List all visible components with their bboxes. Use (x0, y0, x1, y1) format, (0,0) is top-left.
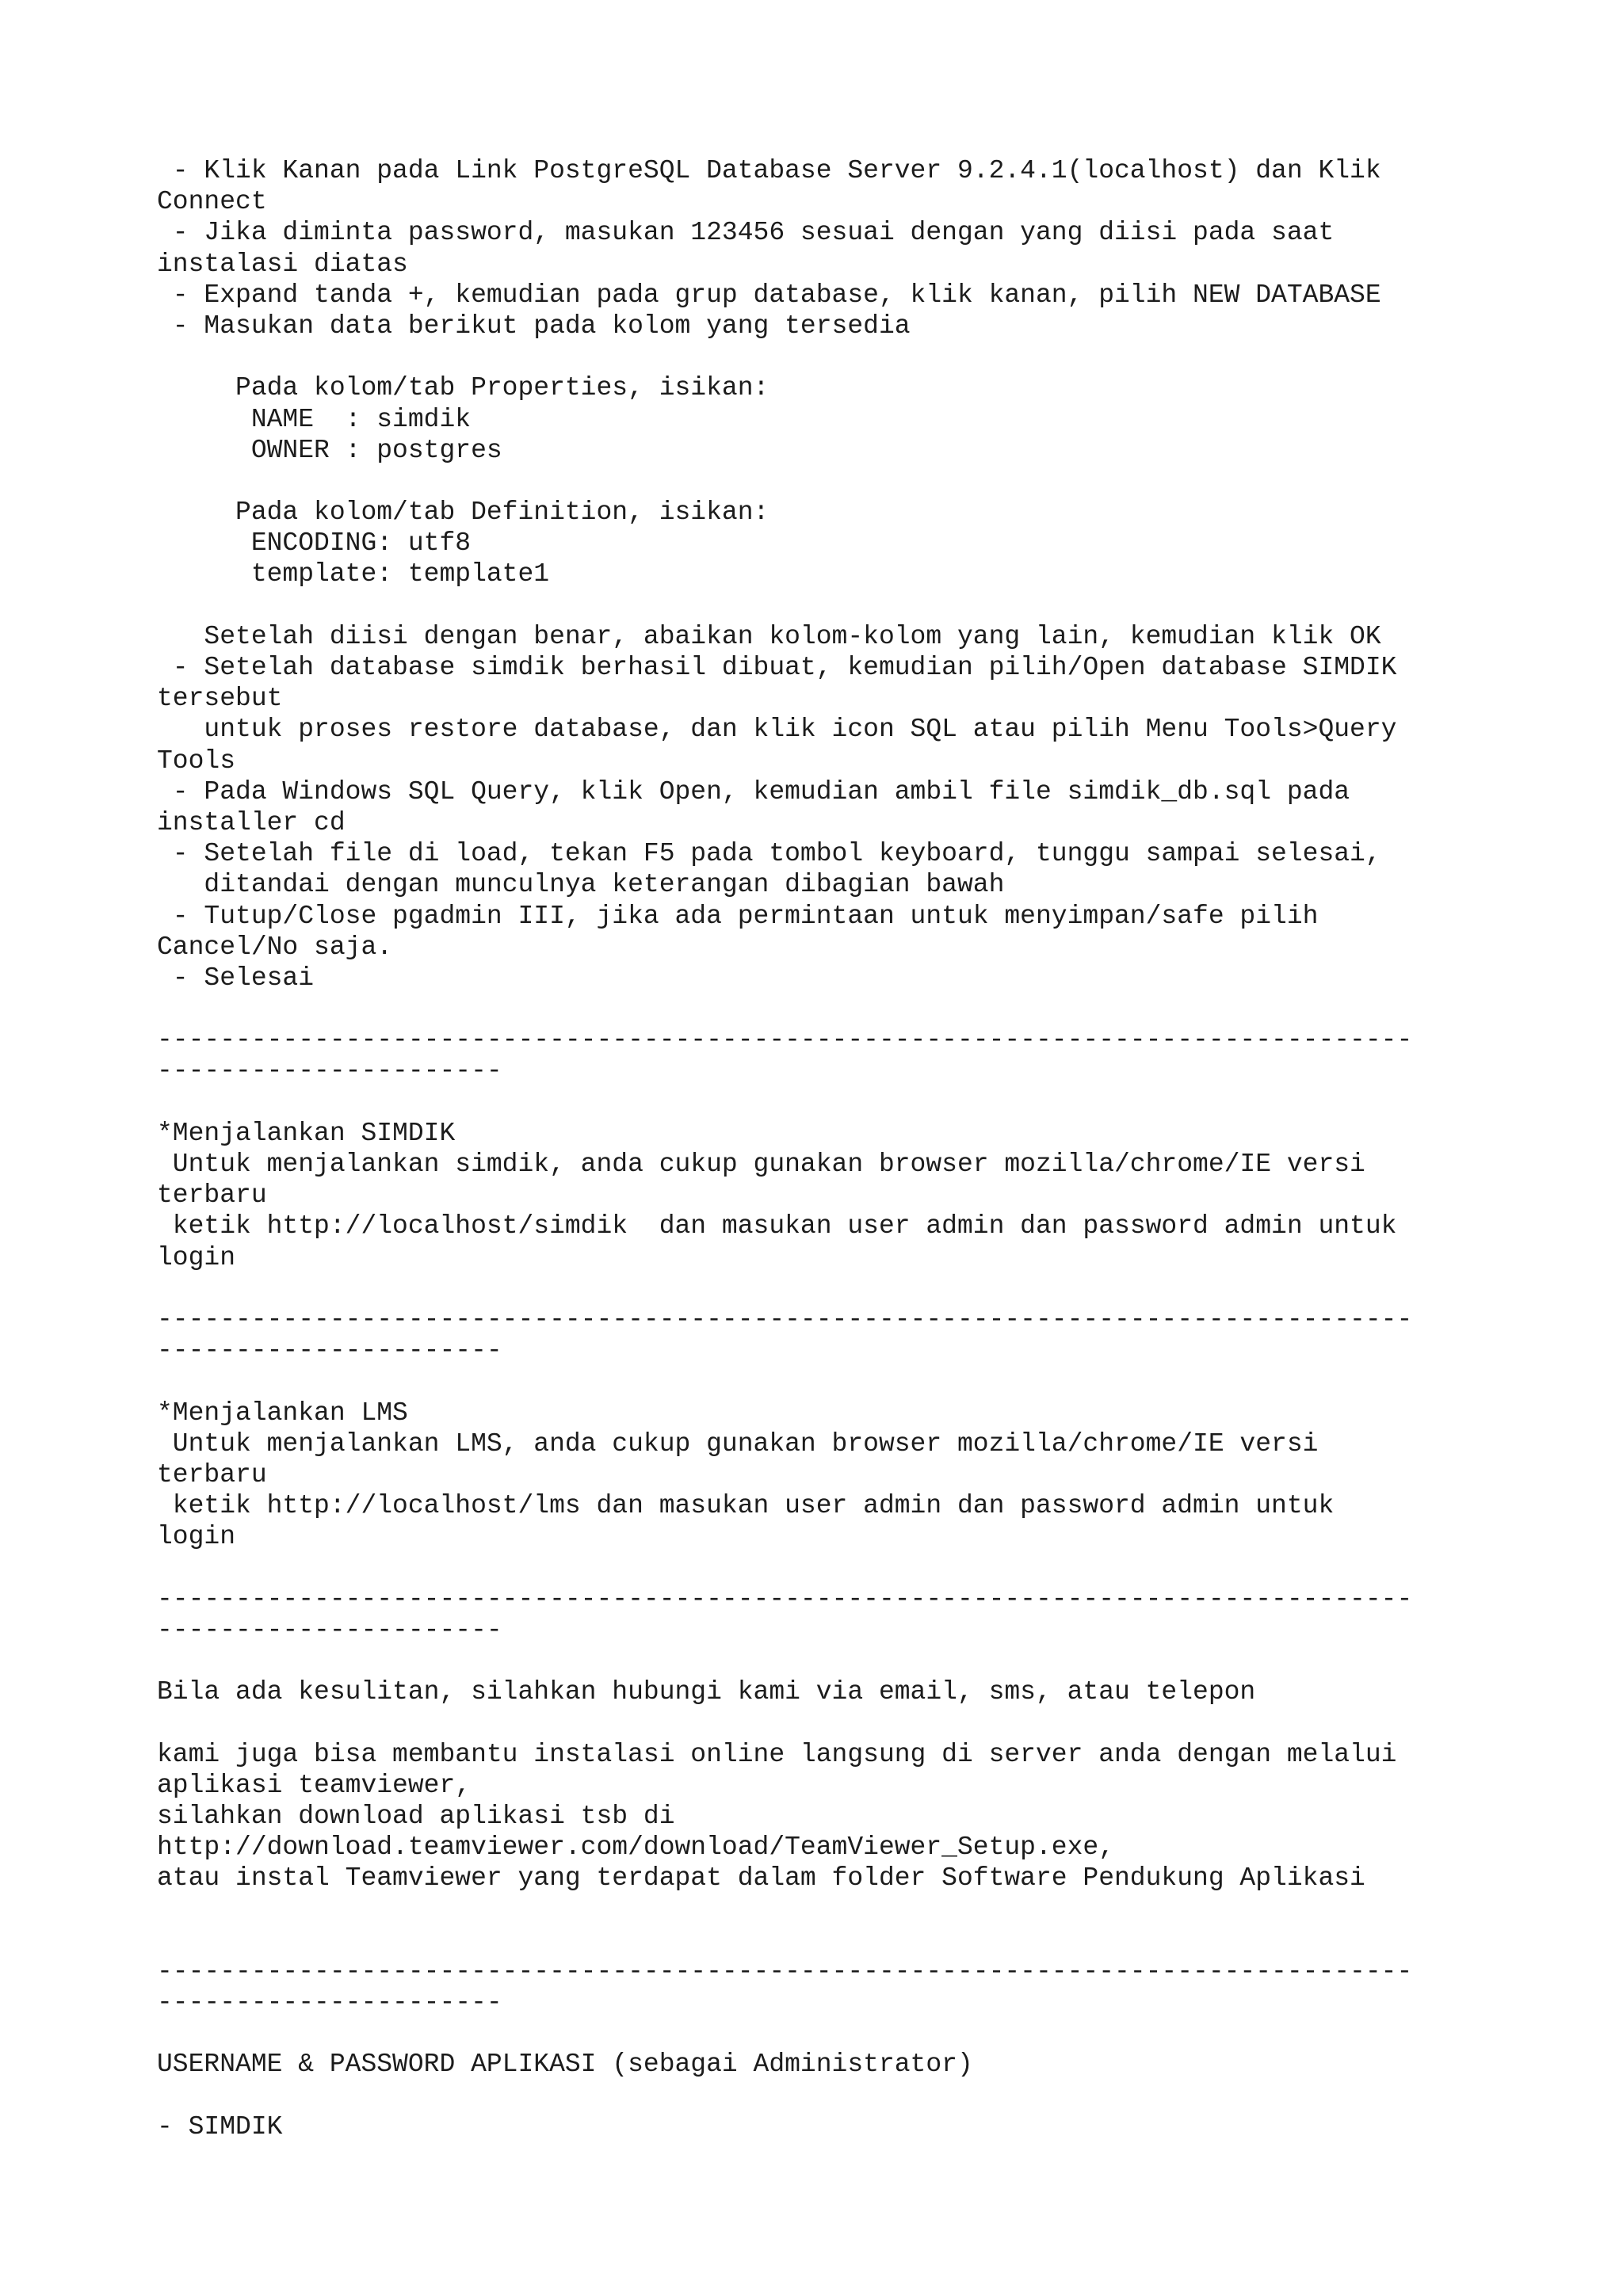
blank-line (157, 466, 1472, 497)
separator-line: -------------------------------------------------------------------------------- (157, 1025, 1413, 1055)
blank-line (157, 1646, 1472, 1676)
blank-line (157, 2081, 1472, 2111)
text-line: instalasi diatas (157, 249, 408, 279)
text-line: Untuk menjalankan LMS, anda cukup gunakan browser mozilla/chrome/IE versi (157, 1428, 1319, 1459)
section-heading: *Menjalankan LMS (157, 1398, 408, 1428)
separator-line: -------------------------------------------------------------------------------- (157, 1584, 1413, 1614)
text-line: ketik http://localhost/lms dan masukan user admin dan password admin untuk (157, 1491, 1335, 1521)
document-text (157, 155, 1472, 2142)
text-line: ketik http://localhost/simdik dan masukan user admin dan password admin untuk (157, 1211, 1397, 1241)
blank-line (157, 1925, 1472, 1956)
text-line: Cancel/No saja. (157, 932, 393, 962)
text-line: Pada kolom/tab Properties, isikan: (157, 373, 769, 403)
section-heading: USERNAME & PASSWORD APLIKASI (sebagai Administrator) (157, 2050, 973, 2080)
text-line: NAME : simdik (157, 404, 472, 434)
text-line: tersebut (157, 684, 283, 714)
section-heading: *Menjalankan SIMDIK (157, 1118, 456, 1148)
blank-line (157, 1894, 1472, 1925)
blank-line (157, 1707, 1472, 1738)
text-line: ENCODING: utf8 (157, 528, 472, 559)
text-line: aplikasi teamviewer, (157, 1770, 472, 1800)
text-line: Bila ada kesulitan, silahkan hubungi kami via email, sms, atau telepon (157, 1677, 1256, 1707)
text-line: terbaru (157, 1459, 267, 1489)
text-line: atau instal Teamviewer yang terdapat dalam folder Software Pendukung Aplikasi (157, 1863, 1365, 1894)
text-line: login (157, 1522, 236, 1552)
separator-line: ---------------------- (157, 1336, 502, 1366)
blank-line (157, 1366, 1472, 1397)
blank-line (157, 1087, 1472, 1118)
text-line: - Setelah file di load, tekan F5 pada tombol keyboard, tunggu sampai selesai, (157, 839, 1381, 869)
text-line: ditandai dengan munculnya keterangan dibagian bawah (157, 870, 1005, 900)
text-line: Pada kolom/tab Definition, isikan: (157, 498, 769, 528)
blank-line (157, 1552, 1472, 1583)
text-line: - Selesai (157, 963, 315, 993)
text-line: login (157, 1242, 236, 1272)
text-line: Connect (157, 187, 267, 217)
text-line: terbaru (157, 1180, 267, 1211)
text-line: kami juga bisa membantu instalasi online langsung di server anda dengan melalui (157, 1739, 1397, 1769)
blank-line (157, 1273, 1472, 1304)
text-line: - Tutup/Close pgadmin III, jika ada permintaan untuk menyimpan/safe pilih (157, 901, 1319, 931)
separator-line: ---------------------- (157, 1615, 502, 1645)
text-line: Tools (157, 746, 236, 776)
blank-line (157, 341, 1472, 372)
text-line: template: template1 (157, 559, 550, 589)
text-line: - Expand tanda +, kemudian pada grup database, klik kanan, pilih NEW DATABASE (157, 280, 1381, 310)
text-line: - Pada Windows SQL Query, klik Open, kemudian ambil file simdik_db.sql pada (157, 776, 1350, 807)
text-line: - Klik Kanan pada Link PostgreSQL Database Server 9.2.4.1(localhost) dan Klik (157, 156, 1381, 185)
text-line: untuk proses restore database, dan klik icon SQL atau pilih Menu Tools>Query (157, 715, 1397, 745)
separator-line: -------------------------------------------------------------------------------- (157, 1956, 1413, 1986)
blank-line (157, 2018, 1472, 2049)
blank-line (157, 590, 1472, 621)
text-line: Setelah diisi dengan benar, abaikan kolom-kolom yang lain, kemudian klik OK (157, 621, 1381, 651)
text-line: - Setelah database simdik berhasil dibuat, kemudian pilih/Open database SIMDIK (157, 653, 1397, 682)
text-line: installer cd (157, 807, 346, 837)
text-line: OWNER : postgres (157, 435, 502, 465)
separator-line: ---------------------- (157, 1988, 502, 2018)
text-line: Untuk menjalankan simdik, anda cukup gunakan browser mozilla/chrome/IE versi (157, 1150, 1365, 1179)
blank-line (157, 994, 1472, 1024)
separator-line: ---------------------- (157, 1056, 502, 1086)
text-line: - Masukan data berikut pada kolom yang tersedia (157, 311, 911, 341)
separator-line: -------------------------------------------------------------------------------- (157, 1304, 1413, 1334)
text-line: silahkan download aplikasi tsb di (157, 1801, 675, 1831)
text-line: - SIMDIK (157, 2111, 283, 2142)
download-url-text: http://download.teamviewer.com/download/TeamViewer_Setup.exe, (157, 1833, 1114, 1863)
text-line: - Jika diminta password, masukan 123456 sesuai dengan yang diisi pada saat (157, 218, 1335, 248)
